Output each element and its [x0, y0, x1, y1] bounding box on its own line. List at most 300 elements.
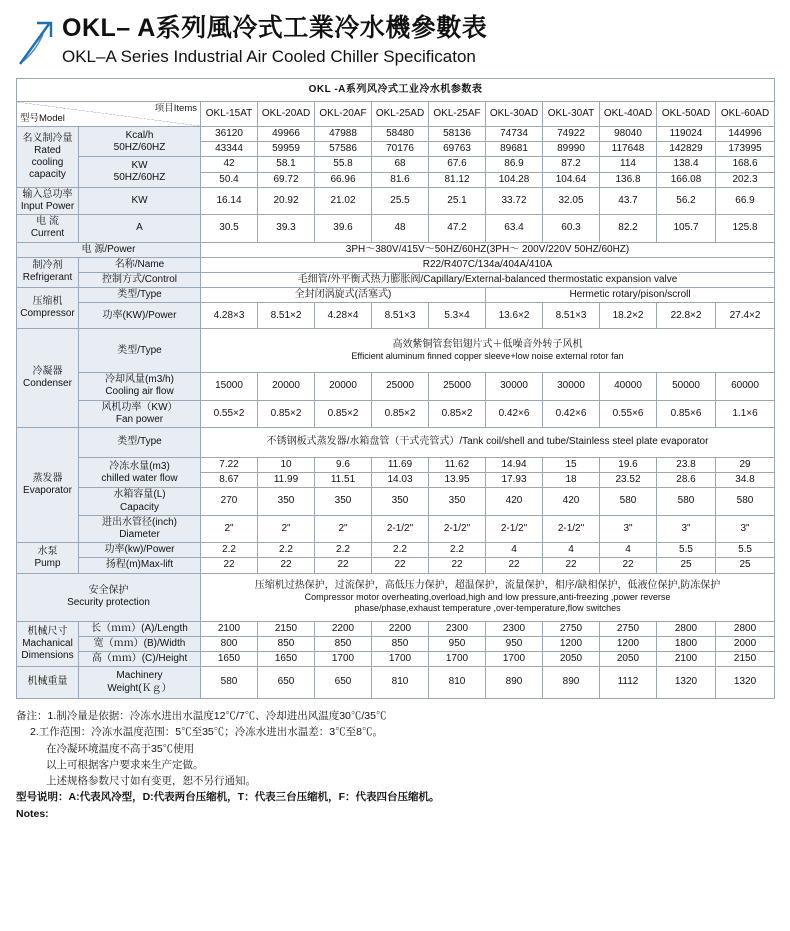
evaporator-label: [17, 428, 79, 543]
compressor-power-5: 13.6×2: [486, 303, 543, 329]
pump-lift-7: 22: [600, 558, 657, 573]
kw-unit-label: [79, 157, 201, 187]
security-en-2: phase/phase,exhaust temperature ,over-temperature,flow switches: [354, 603, 621, 614]
condenser-fanpower-0: 0.55×2: [201, 400, 258, 427]
evaporator-diameter-3: 2-1/2": [372, 515, 429, 542]
input-power-6: 32.05: [543, 187, 600, 214]
condenser-type-value: [201, 329, 775, 373]
compressor-power-row: [17, 303, 775, 329]
dimensions-label-en: Machanical Dimensions: [21, 637, 74, 661]
weight-2: 650: [315, 667, 372, 699]
condenser-airflow-8: 50000: [657, 373, 716, 400]
compressor-label-cn: 压缩机: [32, 295, 63, 307]
input-power-8: 56.2: [657, 187, 716, 214]
condenser-airflow-label-cn: 冷却风量(m3/h): [105, 374, 174, 386]
power-supply-row: [17, 242, 775, 257]
kcal50-5: 74734: [486, 127, 543, 142]
kcal50-0: 36120: [201, 127, 258, 142]
pump-lift-2: 22: [315, 558, 372, 573]
dimensions-height-row: [17, 651, 775, 666]
pump-power-0: 2.2: [201, 543, 258, 558]
compressor-power-2: 4.28×4: [315, 303, 372, 329]
current-unit: A: [79, 215, 201, 242]
compressor-type-label: 类型/Type: [79, 288, 201, 303]
kcal-freq: 50HZ/60HZ: [113, 141, 166, 153]
dim-height-6: 2050: [543, 651, 600, 666]
input-power-7: 43.7: [600, 187, 657, 214]
compressor-power-9: 27.4×2: [716, 303, 775, 329]
kcal60-6: 89990: [543, 142, 600, 157]
dim-length-0: 2100: [201, 621, 258, 636]
model-col-3: OKL-25AD: [372, 102, 429, 127]
current-label: [17, 215, 79, 242]
model-items-diagonal-cell: [17, 102, 201, 127]
evaporator-diameter-1: 2": [258, 515, 315, 542]
input-power-9: 66.9: [716, 187, 775, 214]
kw50-3: 68: [372, 157, 429, 172]
page-title-cn: OKL– A系列風冷式工業冷水機參數表: [62, 14, 488, 42]
kw50-8: 138.4: [657, 157, 716, 172]
note-line-3: 在冷凝环境温度不高于35℃使用: [46, 742, 195, 755]
kcal60-2: 57586: [315, 142, 372, 157]
pump-lift-label: 扬程(m)Max-lift: [79, 558, 201, 573]
weight-label-en-1: Machinery: [116, 670, 163, 682]
refrigerant-name-label: 名称/Name: [79, 257, 201, 272]
pump-lift-5: 22: [486, 558, 543, 573]
input-power-3: 25.5: [372, 187, 429, 214]
compressor-power-1: 8.51×2: [258, 303, 315, 329]
compressor-power-4: 5.3×4: [429, 303, 486, 329]
pump-power-6: 4: [543, 543, 600, 558]
current-8: 105.7: [657, 215, 716, 242]
dim-height-7: 2050: [600, 651, 657, 666]
dim-width-2: 850: [315, 636, 372, 651]
pump-label-cn: 水泵: [37, 545, 58, 557]
model-col-6: OKL-30AT: [543, 102, 600, 127]
evaporator-diameter-6: 2-1/2": [543, 515, 600, 542]
weight-unit-label: [79, 667, 201, 699]
evaporator-capacity-7: 580: [600, 488, 657, 515]
condenser-fanpower-row: [17, 400, 775, 427]
items-label: 项目Items: [154, 103, 197, 114]
kcal50-9: 144996: [716, 127, 775, 142]
model-header-row: [17, 102, 775, 127]
dim-width-7: 1200: [600, 636, 657, 651]
kw50-5: 86.9: [486, 157, 543, 172]
note-line-5: 上述规格参数尺寸如有变更，恕不另行通知。: [46, 775, 256, 788]
kw60-7: 136.8: [600, 172, 657, 187]
document-header: [16, 14, 774, 68]
security-en-1: Compressor motor overheating,overload,high and low pressure,anti-freezing ,power reverse: [304, 592, 671, 603]
current-7: 82.2: [600, 215, 657, 242]
note-line-6: 型号说明：A:代表风冷型，D:代表两台压缩机，T：代表三台压缩机，F：代表四台压缩机。: [16, 791, 440, 804]
condenser-airflow-1: 20000: [258, 373, 315, 400]
condenser-fanpower-4: 0.85×2: [429, 400, 486, 427]
refrigerant-label-en: Refrigerant: [22, 272, 73, 284]
kcal60-8: 142829: [657, 142, 716, 157]
weight-7: 1112: [600, 667, 657, 699]
rated-kcal-50hz-row: [17, 127, 775, 142]
condenser-fanpower-3: 0.85×2: [372, 400, 429, 427]
dim-length-5: 2300: [486, 621, 543, 636]
dimensions-height-label: 高（ｍｍ）(C)/Height: [79, 651, 201, 666]
dim-height-3: 1700: [372, 651, 429, 666]
evaporator-flow1-4: 11.62: [429, 458, 486, 473]
weight-0: 580: [201, 667, 258, 699]
evaporator-diameter-0: 2": [201, 515, 258, 542]
condenser-airflow-2: 20000: [315, 373, 372, 400]
pump-lift-1: 22: [258, 558, 315, 573]
evaporator-capacity-label: [79, 488, 201, 515]
input-power-label-cn: 输入总功率: [22, 188, 73, 200]
security-label-en: Security protection: [67, 597, 150, 608]
pump-lift-6: 22: [543, 558, 600, 573]
evaporator-capacity-3: 350: [372, 488, 429, 515]
evaporator-flow-label: [79, 458, 201, 488]
kcal50-1: 49966: [258, 127, 315, 142]
security-cn: 压缩机过热保护，过流保护，高低压力保护，超温保护，流量保护，相序/缺相保护，低液位保护,防冻保护: [254, 579, 721, 591]
note-line-4: 以上可根据客户要求来生产定做。: [46, 758, 204, 771]
input-power-label: [17, 187, 79, 214]
condenser-label-en: Condenser: [23, 378, 72, 390]
condenser-airflow-label: [79, 373, 201, 400]
evaporator-flow-label-en: chilled water flow: [101, 472, 178, 484]
table-banner-row: [17, 79, 775, 102]
condenser-fanpower-6: 0.42×6: [543, 400, 600, 427]
kw50-2: 55.8: [315, 157, 372, 172]
refrigerant-label-cn: 制冷剂: [32, 260, 63, 272]
pump-lift-0: 22: [201, 558, 258, 573]
evaporator-diameter-8: 3": [657, 515, 716, 542]
dim-width-3: 850: [372, 636, 429, 651]
current-label-en: Current: [30, 228, 65, 240]
dim-length-9: 2800: [716, 621, 775, 636]
condenser-type-en: Efficient aluminum finned copper sleeve+low noise external rotor fan: [351, 351, 624, 362]
dim-length-4: 2300: [429, 621, 486, 636]
input-power-label-en: Input Power: [20, 200, 75, 212]
kw50-0: 42: [201, 157, 258, 172]
kw60-2: 66.96: [315, 172, 372, 187]
model-col-9: OKL-60AD: [716, 102, 775, 127]
evaporator-type-value: 不锈钢板式蒸发器/水箱盘管（干式壳管式）/Tank coil/shell and tube/Stainless steel plate evaporator: [201, 428, 775, 458]
condenser-label-cn: 冷凝器: [32, 365, 63, 377]
evaporator-diameter-2: 2": [315, 515, 372, 542]
kw50-6: 87.2: [543, 157, 600, 172]
evaporator-flow1-2: 9.6: [315, 458, 372, 473]
current-row: [17, 215, 775, 242]
dim-length-8: 2800: [657, 621, 716, 636]
compressor-type-row: [17, 288, 775, 303]
compressor-power-3: 8.51×3: [372, 303, 429, 329]
title-block: [58, 14, 487, 68]
weight-label-en-2: Weight(Ｋｇ）: [107, 682, 172, 694]
note-line-2: 2.工作范围：冷冻水温度范围：5℃至35℃；冷冻水进出水温差：3℃至8℃。: [30, 726, 383, 739]
dim-height-8: 2100: [657, 651, 716, 666]
kcal50-6: 74922: [543, 127, 600, 142]
dim-width-9: 2000: [716, 636, 775, 651]
model-label: 型号Model: [20, 113, 65, 125]
kw50-9: 168.6: [716, 157, 775, 172]
note-line-1: 备注：1.制冷量是依据：冷冻水进出水温度12℃/7℃、冷却进出风温度30℃/35℃: [16, 710, 387, 723]
evaporator-flow2-0: 8.67: [201, 473, 258, 488]
condenser-label: [17, 329, 79, 428]
pump-power-7: 4: [600, 543, 657, 558]
weight-8: 1320: [657, 667, 716, 699]
pump-label-en: Pump: [34, 557, 61, 569]
dim-height-1: 1650: [258, 651, 315, 666]
evaporator-flow2-1: 11.99: [258, 473, 315, 488]
dim-length-7: 2750: [600, 621, 657, 636]
kw-freq: 50HZ/60HZ: [113, 172, 166, 184]
kw60-6: 104.64: [543, 172, 600, 187]
input-power-2: 21.02: [315, 187, 372, 214]
condenser-airflow-row: [17, 373, 775, 400]
kcal60-5: 89681: [486, 142, 543, 157]
kw60-3: 81.6: [372, 172, 429, 187]
dim-width-1: 850: [258, 636, 315, 651]
compressor-power-0: 4.28×3: [201, 303, 258, 329]
condenser-fanpower-7: 0.55×6: [600, 400, 657, 427]
condenser-fanpower-5: 0.42×6: [486, 400, 543, 427]
condenser-airflow-3: 25000: [372, 373, 429, 400]
kcal-unit-label: [79, 127, 201, 157]
compressor-power-8: 22.8×2: [657, 303, 716, 329]
evaporator-diameter-5: 2-1/2": [486, 515, 543, 542]
kw50-7: 114: [600, 157, 657, 172]
pump-power-4: 2.2: [429, 543, 486, 558]
compressor-label-en: Compressor: [20, 308, 75, 320]
pump-power-9: 5.5: [716, 543, 775, 558]
dimensions-label-cn: 机械尺寸: [27, 625, 68, 637]
current-6: 60.3: [543, 215, 600, 242]
compressor-power-6: 8.51×3: [543, 303, 600, 329]
evaporator-label-en: Evaporator: [23, 485, 72, 497]
refrigerant-control-value: 毛细管/外平衡式热力膨胀阀/Capillary/External-balanced thermostatic expansion valve: [201, 272, 775, 287]
kcal50-7: 98040: [600, 127, 657, 142]
model-col-2: OKL-20AF: [315, 102, 372, 127]
pump-lift-4: 22: [429, 558, 486, 573]
dim-width-5: 950: [486, 636, 543, 651]
model-col-0: OKL-15AT: [201, 102, 258, 127]
input-power-5: 33.72: [486, 187, 543, 214]
footer-notes: [16, 708, 774, 822]
security-label-cn: 安全保护: [88, 584, 129, 596]
kcal50-3: 58480: [372, 127, 429, 142]
dimensions-width-row: [17, 636, 775, 651]
kw60-9: 202.3: [716, 172, 775, 187]
evaporator-type-label: 类型/Type: [79, 428, 201, 458]
pump-lift-row: [17, 558, 775, 573]
condenser-airflow-9: 60000: [716, 373, 775, 400]
evaporator-diameter-label-en: Diameter: [119, 528, 160, 540]
pump-power-3: 2.2: [372, 543, 429, 558]
pump-power-row: [17, 543, 775, 558]
evaporator-flow1-1: 10: [258, 458, 315, 473]
dim-width-4: 950: [429, 636, 486, 651]
evaporator-diameter-7: 3": [600, 515, 657, 542]
evaporator-capacity-6: 420: [543, 488, 600, 515]
evaporator-capacity-label-en: Capacity: [120, 501, 159, 513]
evaporator-diameter-label: [79, 515, 201, 542]
model-col-7: OKL-40AD: [600, 102, 657, 127]
kw50-4: 67.6: [429, 157, 486, 172]
dimensions-length-label: 长（ｍｍ）(A)/Length: [79, 621, 201, 636]
condenser-airflow-4: 25000: [429, 373, 486, 400]
dim-length-3: 2200: [372, 621, 429, 636]
condenser-airflow-label-en: Cooling air flow: [105, 386, 174, 398]
input-power-row: [17, 187, 775, 214]
pump-power-label: 功率(kw)/Power: [79, 543, 201, 558]
condenser-fanpower-9: 1.1×6: [716, 400, 775, 427]
refrigerant-label: [17, 257, 79, 287]
evaporator-capacity-label-cn: 水箱容量(L): [113, 489, 166, 501]
evaporator-flow2-8: 28.6: [657, 473, 716, 488]
dim-height-0: 1650: [201, 651, 258, 666]
evaporator-flow1-7: 19.6: [600, 458, 657, 473]
dim-length-6: 2750: [543, 621, 600, 636]
weight-label: 机械重量: [17, 667, 79, 699]
pump-power-5: 4: [486, 543, 543, 558]
power-supply-label: 电 源/Power: [17, 242, 201, 257]
condenser-fanpower-label: [79, 400, 201, 427]
kw60-5: 104.28: [486, 172, 543, 187]
arrow-swoosh-logo-icon: [16, 16, 58, 68]
evaporator-flow2-3: 14.03: [372, 473, 429, 488]
pump-power-8: 5.5: [657, 543, 716, 558]
evaporator-capacity-2: 350: [315, 488, 372, 515]
evaporator-capacity-5: 420: [486, 488, 543, 515]
evaporator-diameter-4: 2-1/2": [429, 515, 486, 542]
weight-9: 1320: [716, 667, 775, 699]
dimensions-label: [17, 621, 79, 667]
condenser-fanpower-label-cn: 风机功率（KW）: [101, 401, 178, 413]
dimensions-length-row: [17, 621, 775, 636]
refrigerant-control-row: [17, 272, 775, 287]
evaporator-flow2-6: 18: [543, 473, 600, 488]
kw50-1: 58.1: [258, 157, 315, 172]
rated-label-en: Rated cooling capacity: [29, 144, 66, 181]
weight-1: 650: [258, 667, 315, 699]
condenser-type-row: [17, 329, 775, 373]
weight-3: 810: [372, 667, 429, 699]
kw60-0: 50.4: [201, 172, 258, 187]
condenser-airflow-7: 40000: [600, 373, 657, 400]
condenser-airflow-6: 30000: [543, 373, 600, 400]
rated-cooling-capacity-label: [17, 127, 79, 188]
kcal50-8: 119024: [657, 127, 716, 142]
input-power-4: 25.1: [429, 187, 486, 214]
condenser-airflow-5: 30000: [486, 373, 543, 400]
evaporator-flow2-5: 17.93: [486, 473, 543, 488]
condenser-type-cn: 高效紫铜管套铝翅片式＋低噪音外转子风机: [392, 339, 583, 351]
weight-5: 890: [486, 667, 543, 699]
evaporator-capacity-8: 580: [657, 488, 716, 515]
evaporator-diameter-9: 3": [716, 515, 775, 542]
condenser-fanpower-8: 0.85×6: [657, 400, 716, 427]
pump-power-2: 2.2: [315, 543, 372, 558]
condenser-type-label: 类型/Type: [79, 329, 201, 373]
security-protection-row: [17, 573, 775, 621]
dim-length-2: 2200: [315, 621, 372, 636]
evaporator-diameter-row: [17, 515, 775, 542]
compressor-type-en: Hermetic rotary/pison/scroll: [486, 288, 775, 303]
compressor-power-label: 功率(KW)/Power: [79, 303, 201, 329]
kcal60-0: 43344: [201, 142, 258, 157]
evaporator-capacity-row: [17, 488, 775, 515]
kcal-unit: Kcal/h: [125, 129, 154, 141]
kcal50-4: 58136: [429, 127, 486, 142]
condenser-airflow-0: 15000: [201, 373, 258, 400]
model-col-5: OKL-30AD: [486, 102, 543, 127]
refrigerant-name-value: R22/R407C/134a/404A/410A: [201, 257, 775, 272]
current-label-cn: 电 流: [36, 216, 59, 228]
condenser-fanpower-2: 0.85×2: [315, 400, 372, 427]
input-power-unit: KW: [79, 187, 201, 214]
model-col-8: OKL-50AD: [657, 102, 716, 127]
evaporator-flow1-8: 23.8: [657, 458, 716, 473]
compressor-power-7: 18.2×2: [600, 303, 657, 329]
evaporator-diameter-label-cn: 进出水管径(inch): [101, 516, 177, 528]
note-line-7: Notes:: [16, 807, 49, 820]
pump-power-1: 2.2: [258, 543, 315, 558]
model-col-1: OKL-20AD: [258, 102, 315, 127]
pump-lift-8: 25: [657, 558, 716, 573]
current-4: 47.2: [429, 215, 486, 242]
evaporator-flow1-9: 29: [716, 458, 775, 473]
kcal60-4: 69763: [429, 142, 486, 157]
pump-lift-9: 25: [716, 558, 775, 573]
dim-height-2: 1700: [315, 651, 372, 666]
compressor-type-cn: 全封闭涡旋式(活塞式): [201, 288, 486, 303]
kcal60-7: 117648: [600, 142, 657, 157]
dim-width-6: 1200: [543, 636, 600, 651]
current-5: 63.4: [486, 215, 543, 242]
evaporator-flow-row-1: [17, 458, 775, 473]
evaporator-flow2-7: 23.52: [600, 473, 657, 488]
weight-4: 810: [429, 667, 486, 699]
kcal50-2: 47988: [315, 127, 372, 142]
power-supply-value: 3PH～380V/415V～50HZ/60HZ(3PH～ 200V/220V 50HZ/60HZ): [201, 242, 775, 257]
input-power-1: 20.92: [258, 187, 315, 214]
dim-width-8: 1800: [657, 636, 716, 651]
pump-label: [17, 543, 79, 573]
evaporator-type-row: [17, 428, 775, 458]
evaporator-flow2-4: 13.95: [429, 473, 486, 488]
evaporator-flow1-3: 11.69: [372, 458, 429, 473]
evaporator-capacity-1: 350: [258, 488, 315, 515]
condenser-fanpower-label-en: Fan power: [115, 413, 164, 425]
weight-6: 890: [543, 667, 600, 699]
kcal60-3: 70176: [372, 142, 429, 157]
evaporator-flow2-9: 34.8: [716, 473, 775, 488]
current-3: 48: [372, 215, 429, 242]
security-label: [17, 573, 201, 621]
dim-height-4: 1700: [429, 651, 486, 666]
machine-weight-row: [17, 667, 775, 699]
page-title-en: OKL–A Series Industrial Air Cooled Chiller Specificaton: [62, 46, 476, 66]
compressor-label: [17, 288, 79, 329]
table-banner: OKL -A系列风冷式工业冷水机参数表: [17, 79, 775, 102]
dimensions-width-label: 宽（ｍｍ）(B)/Width: [79, 636, 201, 651]
current-2: 39.6: [315, 215, 372, 242]
kcal60-9: 173995: [716, 142, 775, 157]
condenser-fanpower-1: 0.85×2: [258, 400, 315, 427]
evaporator-capacity-4: 350: [429, 488, 486, 515]
current-0: 30.5: [201, 215, 258, 242]
evaporator-label-cn: 蒸发器: [32, 472, 63, 484]
kw60-4: 81.12: [429, 172, 486, 187]
kw-unit: KW: [131, 159, 148, 171]
